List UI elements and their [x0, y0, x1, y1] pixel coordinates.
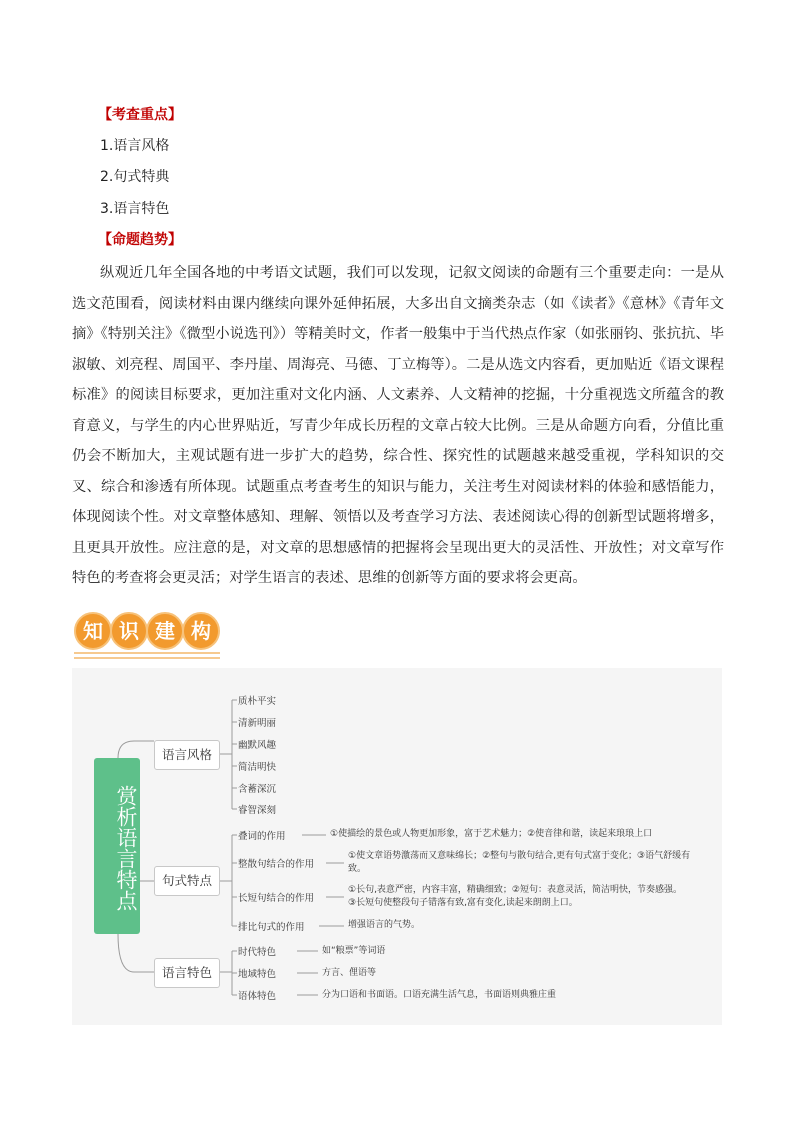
style-leaf: 清新明丽 [238, 718, 277, 729]
sentence-leaf-name: 叠词的作用 [238, 831, 286, 842]
banner-underline-2 [74, 657, 220, 659]
sentence-leaf-desc: ①使文章语势激荡而又意味绵长；②整句与散句结合,更有句式富于变化；③语气舒缓有致。 [348, 851, 691, 874]
mind-map-root: 赏析语言特点 [94, 758, 140, 934]
characteristic-leaf-desc: 方言、俚语等 [322, 968, 377, 978]
banner-char-4: 构 [182, 612, 220, 650]
characteristic-leaf-desc: 如“粮票”等词语 [322, 946, 386, 956]
banner-char-2: 识 [110, 612, 148, 650]
branch-language-style: 语言风格 [154, 740, 220, 770]
focus-heading: 【考查重点】 [98, 107, 182, 123]
characteristic-leaf-name: 地域特色 [238, 969, 277, 980]
banner-char-3: 建 [146, 612, 184, 650]
style-leaf: 质朴平实 [238, 696, 277, 707]
style-leaf: 含蓄深沉 [238, 784, 277, 795]
style-leaf: 幽默风趣 [238, 740, 277, 751]
sentence-leaf-desc: 增强语言的气势。 [348, 920, 421, 930]
focus-item-1: 1.语言风格 [100, 138, 170, 154]
banner-char-1: 知 [74, 612, 112, 650]
sentence-leaf-name: 整散句结合的作用 [238, 859, 315, 870]
banner-underline [74, 652, 220, 654]
sentence-leaf-desc: ①使描绘的景色或人物更加形象，富于艺术魅力；②使音律和谐，读起来琅琅上口 [330, 829, 653, 839]
focus-item-2: 2.句式特典 [100, 169, 170, 185]
focus-item-3: 3.语言特色 [100, 201, 170, 217]
sentence-leaf-name: 长短句结合的作用 [238, 893, 315, 904]
style-leaf: 睿智深刻 [238, 805, 277, 816]
branch-language-characteristics: 语言特色 [154, 958, 220, 988]
trend-paragraph: 纵观近几年全国各地的中考语文试题，我们可以发现，记叙文阅读的命题有三个重要走向：一是从选文范围看，阅读材料由课内继续向课外延伸拓展，大多出自文摘类杂志（如《读者》《意林》《青年文摘》《特别关注》《微型小说选刊》）等精美时文，作者一般集中于当代热点作家（如张丽钧、张抗抗、毕淑敏、刘亮程、周国平、李丹崖、周海亮、马德、丁立梅等）。二是从选文内容看，更加贴近《语文课程标准》的阅读目标要求，更加注重对文化内涵、人文素养、人文精神的挖掘，十分重视选文所蕴含的教育意义，与学生的内心世界贴近，写青少年成长历程的文章占较大比例。三是从命题方向看，分值比重仍会不断加大，主观试题有进一步扩大的趋势，综合性、探究性的试题越来越受重视，学科知识的交叉、综合和渗透有所体现。试题重点考查考生的知识与能力，关注考生对阅读材料的体验和感悟能力，体现阅读个性。对文章整体感知、理解、领悟以及考查学习方法、表述阅读心得的创新型试题将增多，且更具开放性。应注意的是，对文章的思想感情的把握将会呈现出更大的灵活性、开放性；对文章写作特色的考查将会更灵活；对学生语言的表述、思维的创新等方面的要求将会更高。 [72, 265, 724, 586]
sentence-leaf-name: 排比句式的作用 [238, 922, 305, 933]
mind-map [72, 668, 722, 1025]
characteristic-leaf-desc: 分为口语和书面语。口语充满生活气息，书面语则典雅庄重 [322, 990, 557, 1000]
sentence-leaf-desc: ①长句,表意严密，内容丰富，精确细致；②短句：表意灵活，简洁明快，节奏感强。③长短句使整段句子错落有致,富有变化,读起来朗朗上口。 [348, 885, 682, 908]
characteristic-leaf-name: 时代特色 [238, 947, 277, 958]
characteristic-leaf-name: 语体特色 [238, 991, 277, 1002]
branch-sentence-features: 句式特点 [154, 866, 220, 896]
style-leaf: 简洁明快 [238, 762, 277, 773]
trend-heading: 【命题趋势】 [98, 232, 182, 248]
